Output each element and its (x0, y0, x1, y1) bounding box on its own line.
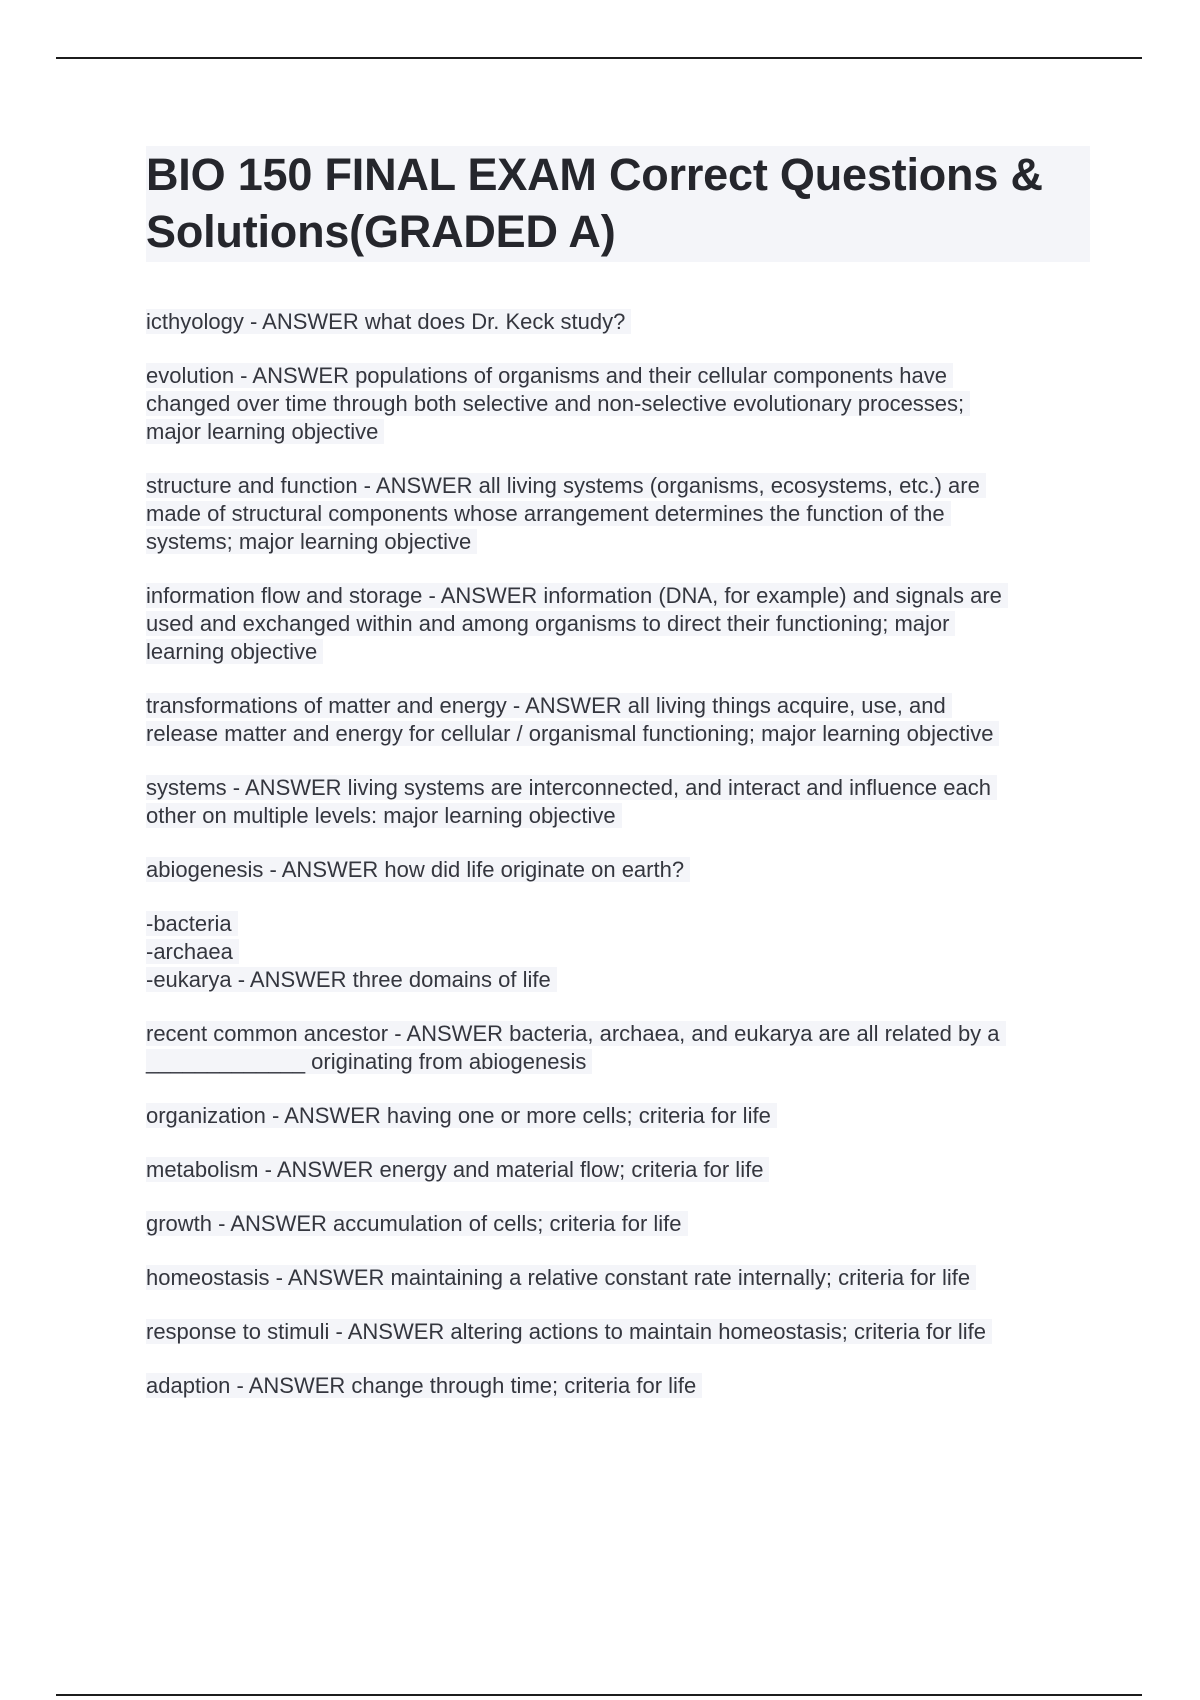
document-title: BIO 150 FINAL EXAM Correct Questions & Solutions(GRADED A) (146, 149, 1043, 257)
qa-entry-text: systems - ANSWER living systems are interconnected, and interact and influence each other on multiple levels: major learning objective (146, 775, 997, 828)
qa-entry-text: adaption - ANSWER change through time; criteria for life (146, 1373, 702, 1398)
qa-entry (146, 472, 1090, 556)
bottom-rule (56, 1694, 1142, 1696)
qa-entry (146, 362, 1090, 446)
document-body (146, 146, 1090, 1426)
title-block (146, 146, 1090, 262)
qa-entry (146, 1264, 1090, 1292)
qa-entry (146, 1372, 1090, 1400)
qa-entry-text: evolution - ANSWER populations of organisms and their cellular components have changed over time through both selective and non-selective evolutionary processes; major learning objective (146, 363, 970, 444)
qa-entry-text: growth - ANSWER accumulation of cells; criteria for life (146, 1211, 688, 1236)
qa-entry-text: metabolism - ANSWER energy and material flow; criteria for life (146, 1157, 769, 1182)
qa-entry-text: homeostasis - ANSWER maintaining a relative constant rate internally; criteria for life (146, 1265, 976, 1290)
qa-entry (146, 1102, 1090, 1130)
qa-entry-text: -bacteria -archaea -eukarya - ANSWER three domains of life (146, 911, 557, 992)
qa-entry (146, 1156, 1090, 1184)
qa-entry (146, 692, 1090, 748)
qa-entry (146, 1020, 1090, 1076)
qa-entry (146, 774, 1090, 830)
qa-entry (146, 856, 1090, 884)
qa-entry-text: abiogenesis - ANSWER how did life originate on earth? (146, 857, 690, 882)
qa-entry-text: organization - ANSWER having one or more cells; criteria for life (146, 1103, 777, 1128)
qa-entry-text: recent common ancestor - ANSWER bacteria, archaea, and eukarya are all related by a _____________ originating from abiogenesis (146, 1021, 1006, 1074)
qa-entry (146, 910, 1090, 994)
qa-entry (146, 1318, 1090, 1346)
qa-entry-text: transformations of matter and energy - ANSWER all living things acquire, use, and release matter and energy for cellular / organismal functioning; major learning objective (146, 693, 999, 746)
qa-entry (146, 308, 1090, 336)
qa-entry (146, 582, 1090, 666)
qa-entry-text: response to stimuli - ANSWER altering actions to maintain homeostasis; criteria for life (146, 1319, 992, 1344)
qa-entry (146, 1210, 1090, 1238)
qa-entry-text: information flow and storage - ANSWER information (DNA, for example) and signals are used and exchanged within and among organisms to direct their functioning; major learning objective (146, 583, 1008, 664)
qa-entry-text: icthyology - ANSWER what does Dr. Keck study? (146, 309, 631, 334)
top-rule (56, 57, 1142, 59)
qa-entry-text: structure and function - ANSWER all living systems (organisms, ecosystems, etc.) are made of structural components whose arrangement determines the function of the systems; major learning objective (146, 473, 986, 554)
